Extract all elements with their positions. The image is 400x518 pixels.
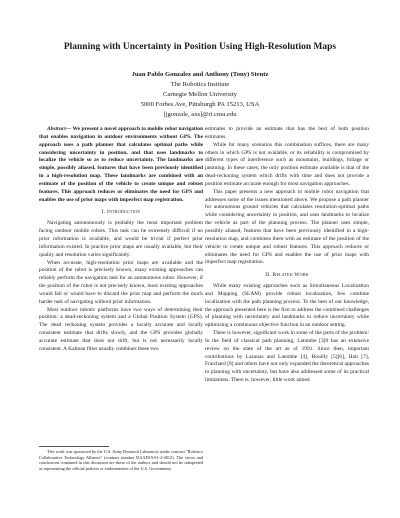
paragraph: This paper presents a new approach to mobile robot navigation that addresses some of the issues mentioned above. We propose a path planner for autonomous ground vehicles that calculates resolution-optimal paths while considering uncertainty in position, and uses landmarks to localize the vehicle as part of the planning process. The planner uses simple, possibly aliased, features that have been previously identified in a high-resolution map, and combines them with an estimate of the position of the vehicle to create unique and robust features. This approach reduces or eliminates the need for GPS and enables the use of prior maps with imperfect map registration. — [205, 188, 369, 266]
abstract-lead: Abstract — [47, 126, 66, 132]
paragraph: There is however, significant work in some of the parts of the problem: In the field of classical path planning, Latombe [3]0 has an extensive review on the state of the art as of 1991. Since then, important contributions by Lazanas and Latombe [4], Bouilly [5][6], Hait [7], Fraichard [8] and others have not only expanded the theoretical approaches to planning with uncertainty, but have also addressed some of its practical limitations. There is, however, little work aimed — [205, 330, 369, 384]
affiliation-line: The Robotics Institute — [170, 81, 230, 88]
footnote-rule — [39, 446, 109, 447]
affiliation-line: 5000 Forbes Ave, Pittsburgh PA 15213, USA — [140, 100, 260, 108]
paragraph: Navigating autonomously is probably the most important problem facing outdoor mobile robots. This task can be extremely difficult if no prior information is available, and would be trivial if perfect prior information existed. In practice prior maps are usually available, but their quality and resolution varies significantly. — [39, 220, 203, 258]
paper-title: Planning with Uncertainty in Position Using High-Resolution Maps — [63, 42, 337, 52]
paragraph: While for many scenarios this combination suffices, there are many others in which GPS is not available, or its reliability is compromised by different types of interference such as mountains, buildings, foliage or jamming. In these cases, the only position estimate available is that of the dead-reckoning system which drifts with time and does not provide a position estimate accurate enough for most navigation approaches. — [205, 141, 369, 187]
paper-authors: Juan Pablo Gonzalez and Anthony (Tony) Stentz — [131, 71, 269, 78]
author-email: [jgonzale, axs]@ri.cmu.edu — [163, 110, 237, 118]
paragraph: When accurate, high-resolution prior maps are available and the position of the robot is precisely known, many existing approaches can reliably perform the navigation task for an autonomous robot. However, if the position of the robot is not precisely known, most existing approaches would fail or would have to discard the prior map and perform the much harder task of navigating without prior information. — [39, 259, 203, 305]
left-column — [39, 126, 203, 354]
right-column — [205, 126, 369, 385]
section-heading-related-work: II. Related Work — [265, 272, 309, 279]
affiliation-line: Carnegie Mellon University — [163, 90, 237, 98]
affiliation-block — [0, 80, 400, 120]
footnote: This work was sponsored by the U.S. Army Research Laboratory under contract "Robotics Collaborative Technology Alliance" (contract number DAAD19-01-2-0012). The views and conclusions contained in this document are those of the authors and should not be interpreted as representing the official policies or endorsements of the U.S. Government. — [39, 449, 203, 472]
abstract — [39, 126, 203, 204]
paragraph: Most outdoor robotic platforms have two ways of determining their position: a dead-reckoning system and a Global Position System (GPS). The dead reckoning system provides a locally accurate and locally consistent estimate that drifts slowly, and the GPS provides globally accurate estimate that does not drift, but is not necessarily locally consistent. A Kalman filter usually combines these two — [39, 306, 203, 352]
abstract-text: — We present a novel approach to mobile robot navigation that enables navigation in outdoor environments without GPS. The approach uses a path planner that calculates optimal paths while considering uncertainty in position, and that uses landmarks to localize the vehicle so as to reduce uncertainty. The landmarks are simple, possibly aliased, features that have been previously identified in a high-resolution map. These landmarks are combined with an estimate of the position of the vehicle to create unique and robust features. This approach reduces or eliminates the need for GPS and enables the use of prior maps with imperfect map registration. — [39, 126, 203, 203]
section-heading-introduction: I. Introduction — [101, 209, 141, 216]
paragraph: While many existing approaches such as Simultaneous Localization and Mapping (SLAM) provide robust localization, few combine localization with the path planning process. To the best of our knowledge, the approach presented here is the first to address the combined challenges of planning with uncertainty and landmarks to reduce uncertainty while optimizing a continuous objective function in an outdoor setting. — [205, 283, 369, 329]
paragraph: estimates to provide an estimate that has the best of both position estimates. — [205, 126, 369, 140]
